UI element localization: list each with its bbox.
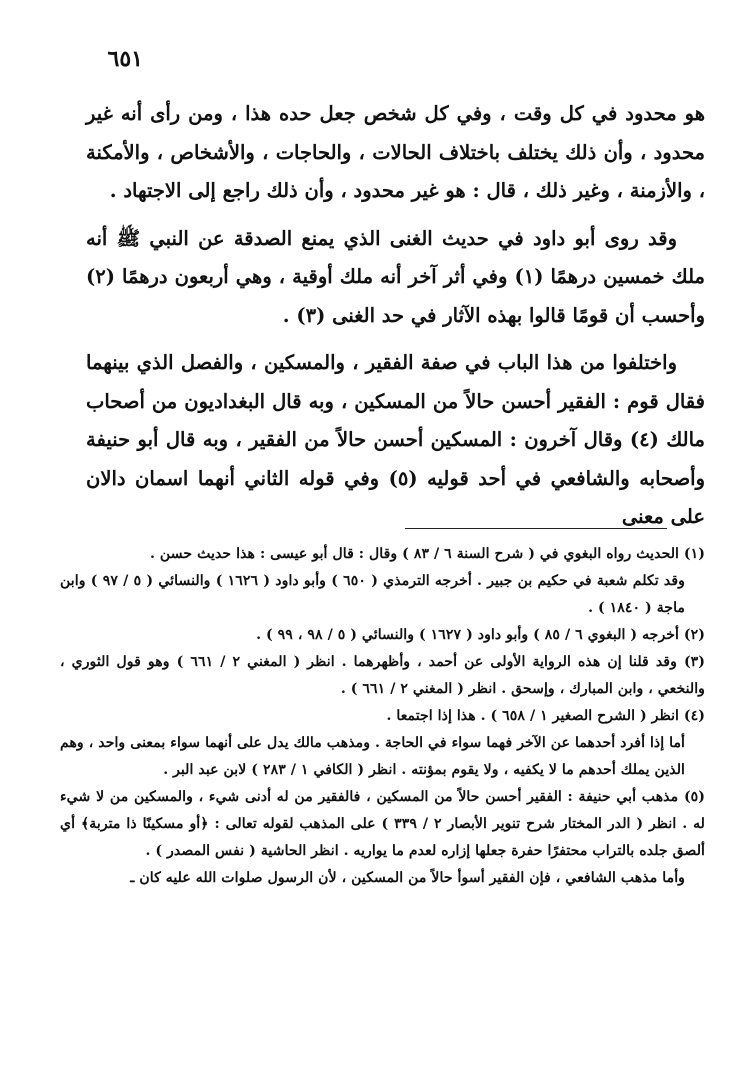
- footnote-1-continuation: وقد تكلم شعبة في حكيم بن جبير . أخرجه الترمذي ( ٦٥٠ ) وأبو داود ( ١٦٢٦ ) والنسائي ( ٥ / ٩٧ ) وابن ماجة ( ١٨٤٠ ) .: [60, 573, 685, 616]
- footnote-3: (٣) وقد قلنا إن هذه الرواية الأولى عن أحمد ، وأظهرهما . انظر ( المغني ٢ / ٦٦١ ) وهو قول الثوري ، والنخعي ، وابن المبارك ، وإسحق . انظر ( المغني ٢ / ٦٦١ ) .: [60, 654, 705, 697]
- footnote-4: (٤) انظر ( الشرح الصغير ١ / ٦٥٨ ) . هذا إذا اجتمعا .: [386, 708, 705, 724]
- footnote-5-continuation: وأما مذهب الشافعي ، فإن الفقير أسوأ حالاً من المسكين ، لأن الرسول صلوات الله عليه كان ـ: [130, 870, 685, 886]
- footnote-4-continuation: أما إذا أفرد أحدهما عن الآخر فهما سواء في الحاجة . ومذهب مالك يدل على أنهما سواء بمعنى واحد ، وهم الذين يملك أحدهم ما لا يكفيه ، ولا يقوم بمؤنته . انظر ( الكافي ١ / ٢٨٣ ) لابن عبد البر .: [60, 735, 685, 778]
- footnote-2: (٢) أخرجه ( البغوي ٦ / ٨٥ ) وأبو داود ( ١٦٢٧ ) والنسائي ( ٥ / ٩٨ ، ٩٩ ) .: [256, 627, 705, 643]
- paragraph-2: وقد روى أبو داود في حديث الغنى الذي يمنع الصدقة عن النبي ﷺ أنه ملك خمسين درهمًا (١) وفي أثر آخر أنه ملك أوقية ، وهي أربعون درهمًا (٢) وأحسب أن قومًا قالوا بهذه الآثار في حد الغنى (٣) .: [86, 226, 705, 327]
- footnote-1: (١) الحديث رواه البغوي في ( شرح السنة ٦ / ٨٣ ) وقال : قال أبو عيسى : هذا حديث حسن .: [150, 546, 705, 562]
- page-number: ٦٥١: [107, 46, 143, 72]
- footnote-5: (٥) مذهب أبي حنيفة : الفقير أحسن حالاً من المسكين ، فالفقير من له أدنى شيء ، والمسكين من لا شيء له . انظر ( الدر المختار شرح تنوير الأبصار ٢ / ٣٣٩ ) على المذهب لقوله تعالى : ﴿أو مسكينًا ذا متربة﴾ أي ألصق جلده بالتراب محتفرًا حفرة جعلها إزاره لعدم ما يواريه . انظر الحاشية ( نفس المصدر ) .: [60, 789, 705, 859]
- paragraph-1: هو محدود في كل وقت ، وفي كل شخص جعل حده هذا ، ومن رأى أنه غير محدود ، وأن ذلك يختلف باختلاف الحالات ، والحاجات ، والأشخاص ، والأمكنة ، والأزمنة ، وغير ذلك ، قال : هو غير محدود ، وأن ذلك راجع إلى الاجتهاد .: [86, 102, 705, 202]
- main-text: [86, 95, 705, 537]
- footnotes: [60, 541, 705, 892]
- paragraph-3: واختلفوا من هذا الباب في صفة الفقير ، والمسكين ، والفصل الذي بينهما فقال قوم : الفقير أحسن حالاً من المسكين ، وبه قال البغداديون من أصحاب مالك (٤) وقال آخرون : المسكين أحسن حالاً من الفقير ، وبه قال أبو حنيفة وأصحابه والشافعي في أحد قوليه (٥) وفي قوله الثاني أنهما اسمان دالان على معنى: [86, 351, 705, 528]
- footnote-divider: [405, 528, 667, 529]
